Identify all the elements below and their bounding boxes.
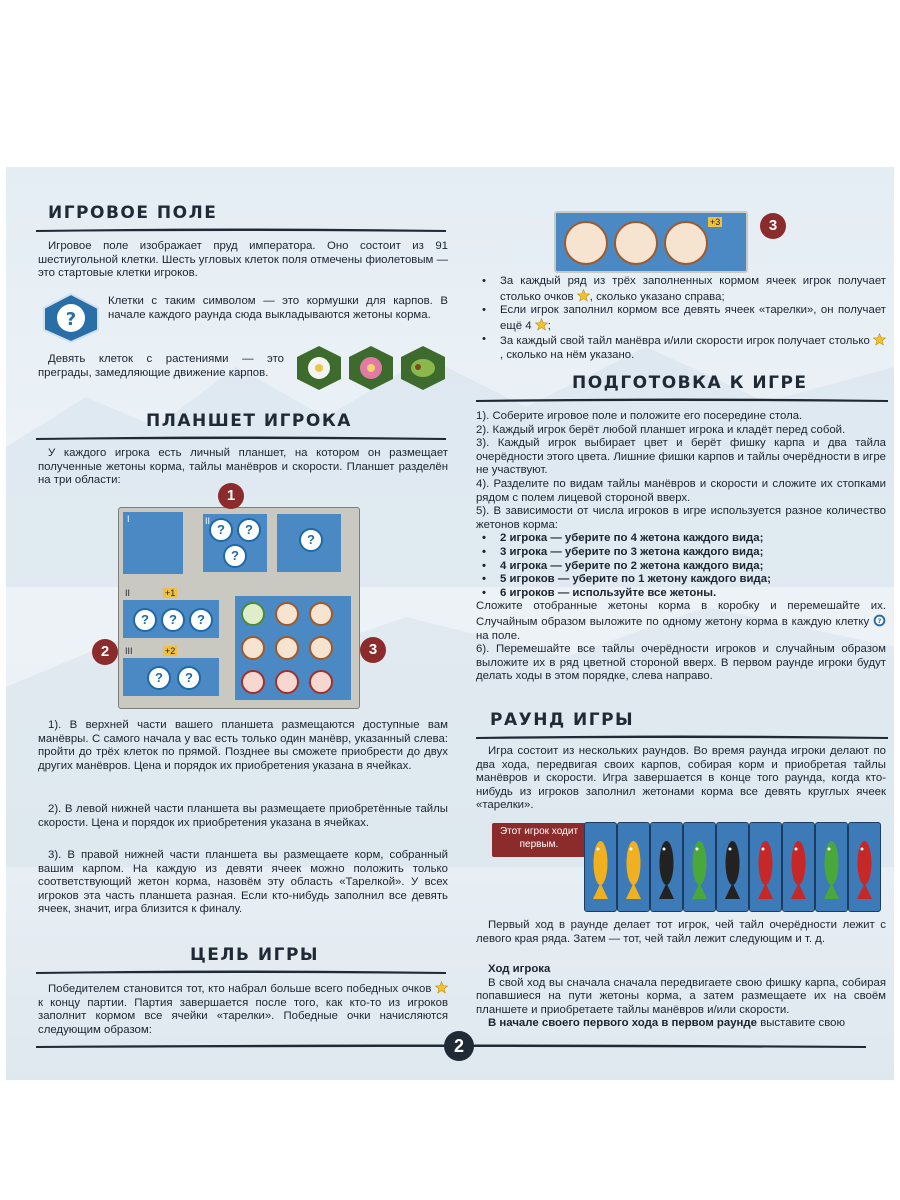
- turn-order-tile: [617, 822, 650, 912]
- food-token-icon: [614, 221, 658, 265]
- feeder-symbol-icon: [873, 614, 886, 627]
- speed-cost: +2: [165, 646, 176, 656]
- turn-order-tile: [584, 822, 617, 912]
- round-text: Игра состоит из нескольких раундов. Во время раунда игроки делают по два хода, передвигая своих карпов, собирая корм и приобретая тайлы манёвров и скорости. Игра завершается в конце того раунда, когда кто-нибудь из игроков заполнил жетонами корма все девять круглых ячеек «тарелки».: [476, 745, 886, 812]
- row-label: II: [205, 516, 211, 526]
- goal-text: Победителем становится тот, кто набрал больше всего победных очков к концу партии. Партия завершается после того, как кто-то из игроков заполнит кормом все ячейки «тарелки». Победные очки начисляются следующим образом:: [38, 983, 448, 1036]
- heading-underline: [36, 969, 446, 975]
- speed-slot-2: ? ?: [123, 658, 219, 696]
- scoring-row-illustration: [554, 211, 748, 273]
- turn-order-tile: [815, 822, 848, 912]
- koi-fish-icon: [618, 823, 649, 911]
- turn-last-line: В начале своего первого хода в первом раунде выставите свою: [488, 1017, 846, 1030]
- first-turn-text: Первый ход в раунде делает тот игрок, чей тайл очерёдности лежит с левого края ряда. Затем — тот, чей тайл лежит следующим и т. д.: [476, 919, 886, 945]
- board-item-1-text: 1). В верхней части вашего планшета размещаются доступные вам манёвры. С самого начала у вас есть только один манёвр, указанный слева: пройти до трёх клеток по прямой. Позднее вы сможете приобрести до двух других манёвров. Цена и порядок их приобретения указана в ячейках.: [38, 719, 448, 772]
- first-turn-paragraph: [476, 919, 886, 946]
- board-item-1: [38, 719, 448, 773]
- food-token-icon: [664, 221, 708, 265]
- heading-underline: [476, 397, 888, 403]
- first-player-callout: Этот игрок ходит первым.: [492, 823, 586, 857]
- heading-underline: [36, 435, 446, 441]
- setup-step-1: 1). Соберите игровое поле и положите его посередине стола.: [476, 410, 803, 422]
- koi-fish-icon: [849, 823, 880, 911]
- row-label: I: [127, 514, 130, 524]
- heading-goal: ЦЕЛЬ ИГРЫ: [190, 945, 320, 965]
- page-number: 2: [444, 1031, 474, 1061]
- heading-player-board: ПЛАНШЕТ ИГРОКА: [146, 411, 352, 431]
- plant-tiles-icon: [296, 345, 446, 391]
- setup-step-2: 2). Каждый игрок берёт любой планшет игрока и кладёт перед собой.: [476, 423, 846, 436]
- turn-order-tile: [848, 822, 881, 912]
- game-field-text-1: Игровое поле изображает пруд императора. Оно состоит из 91 шестиугольной клетки. Шесть угловых клеток поля отмечены фиолетовым — это стартовые клетки игроков.: [38, 240, 448, 280]
- maneuver-slot-1: [123, 512, 183, 574]
- player-turn-section: [476, 963, 886, 1031]
- heading-setup: ПОДГОТОВКА К ИГРЕ: [572, 373, 808, 393]
- plants-paragraph: [38, 353, 284, 380]
- koi-fish-icon: [750, 823, 781, 911]
- heading-round: РАУНД ИГРЫ: [490, 710, 635, 730]
- board-intro-text: У каждого игрока есть личный планшет, на котором он размещает полученные жетоны корма, тайлы манёвров и скорости. Планшет разделён на три области:: [38, 447, 448, 487]
- turn-order-tile: [716, 822, 749, 912]
- maneuver-slot-3: ?: [277, 514, 341, 572]
- round-paragraph: [476, 745, 886, 813]
- callout-3: 3: [360, 637, 386, 663]
- board-item-2: [38, 803, 448, 830]
- setup-step-6: 6). Перемешайте все тайлы очерёдности игроков и случайным образом выложите их в ряд цветной стороной вверх. В первом раунде игроки будут делать ходы в этом порядке, слева направо.: [476, 643, 886, 683]
- turn-order-tile: [683, 822, 716, 912]
- star-icon: [873, 333, 886, 346]
- svg-text:?: ?: [877, 617, 882, 626]
- feeder-text: Клетки с таким символом — это кормушки для карпов. В начале каждого раунда сюда выкладываются жетоны корма.: [108, 295, 448, 321]
- player-count-item: • 6 игроков — используйте все жетоны.: [476, 587, 886, 601]
- speed-slot-1: ? ? ?: [123, 600, 219, 638]
- leaf-tile-icon: [401, 346, 445, 390]
- food-token-icon: [564, 221, 608, 265]
- row-label: II: [125, 588, 131, 598]
- setup-steps: [476, 410, 886, 684]
- koi-fish-icon: [651, 823, 682, 911]
- feeder-paragraph: [108, 295, 448, 322]
- player-count-item: • 3 игрока — уберите по 3 жетона каждого вида;: [476, 546, 886, 560]
- heading-underline: [36, 227, 446, 233]
- callout-1: 1: [218, 483, 244, 509]
- svg-text:?: ?: [65, 309, 77, 330]
- turn-text: В свой ход вы сначала сначала передвигаете свою фишку карпа, собирая попавшиеся на пути жетоны корма, а затем размещаете их на своём планшете и приобретаете тайлы манёвров и/или скорости.: [476, 976, 886, 1016]
- setup-step-3: 3). Каждый игрок выбирает цвет и берёт фишку карпа и два тайла очерёдности этого цвета. Лишние фишки карпов и тайлы очерёдности в игре не участвуют.: [476, 437, 886, 477]
- turn-heading: Ход игрока: [488, 963, 551, 975]
- lily-tile-icon: [297, 346, 341, 390]
- player-board-illustration: [118, 507, 360, 709]
- setup-step-5b: Сложите отобранные жетоны корма в коробку и перемешайте их. Случайным образом выложите по одному жетону корма в каждую клетку ? на поле.: [476, 600, 886, 642]
- callout-2: 2: [92, 639, 118, 665]
- player-count-list: [476, 532, 886, 600]
- score-badge: 3: [760, 213, 786, 239]
- koi-fish-icon: [585, 823, 616, 911]
- star-icon: [435, 981, 448, 994]
- heading-underline: [476, 734, 888, 740]
- board-intro-paragraph: [38, 447, 448, 488]
- turn-order-row: [584, 822, 884, 912]
- heading-game-field: ИГРОВОЕ ПОЛЕ: [48, 203, 218, 223]
- feeder-symbol-icon: [40, 292, 102, 344]
- koi-fish-icon: [684, 823, 715, 911]
- player-count-item: • 5 игроков — уберите по 1 жетону каждого вида;: [476, 573, 886, 587]
- plants-text: Девять клеток с растениями — это преграды, замедляющие движение карпов.: [38, 353, 284, 379]
- turn-order-tile: [749, 822, 782, 912]
- speed-cost: +1: [165, 588, 176, 598]
- player-count-item: • 2 игрока — уберите по 4 жетона каждого вида;: [476, 532, 886, 546]
- koi-fish-icon: [717, 823, 748, 911]
- scoring-list: [476, 275, 886, 363]
- setup-step-5: 5). В зависимости от числа игроков в игре используется разное количество жетонов корма:: [476, 505, 886, 531]
- star-icon: [577, 289, 590, 302]
- scoring-item-2: • Если игрок заполнил кормом все девять ячеек «тарелки», он получает ещё 4 ;: [476, 304, 886, 333]
- game-field-paragraph: [38, 240, 448, 281]
- row-label: III: [125, 646, 133, 656]
- koi-fish-icon: [816, 823, 847, 911]
- player-count-item: • 4 игрока — уберите по 2 жетона каждого вида;: [476, 560, 886, 574]
- turn-order-tile: [782, 822, 815, 912]
- koi-fish-icon: [783, 823, 814, 911]
- rulebook-page: [6, 167, 894, 1080]
- board-item-3-text: 3). В правой нижней части планшета вы размещаете корм, собранный вашим карпом. На каждую из девяти ячеек можно положить только соответствующий жетон корма, назовём эту область «Тарелкой». У всех игроков эта часть планшета разная. Если кто-нибудь заполнил все девять ячеек, значит, игра близится к финалу.: [38, 849, 448, 916]
- setup-step-4: 4). Разделите по видам тайлы манёвров и скорости и сложите их стопками рядом с полем лицевой стороной вверх.: [476, 477, 886, 504]
- board-item-2-text: 2). В левой нижней части планшета вы размещаете приобретённые тайлы скорости. Цена и порядок их приобретения указана в ячейках.: [38, 803, 448, 829]
- maneuver-slot-2: ? ? ?: [203, 514, 267, 572]
- turn-order-tile: [650, 822, 683, 912]
- plate-area: [235, 596, 351, 700]
- scoring-item-1: • За каждый ряд из трёх заполненных кормом ячеек игрок получает столько очков , сколько указано справа;: [476, 275, 886, 304]
- goal-paragraph: [38, 981, 448, 1037]
- row-score-badge: +3: [710, 217, 721, 227]
- scoring-item-3: • За каждый свой тайл манёвра и/или скорости игрок получает столько , сколько на нём указано.: [476, 333, 886, 362]
- star-icon: [535, 318, 548, 331]
- board-item-3: [38, 849, 448, 917]
- lotus-tile-icon: [349, 346, 393, 390]
